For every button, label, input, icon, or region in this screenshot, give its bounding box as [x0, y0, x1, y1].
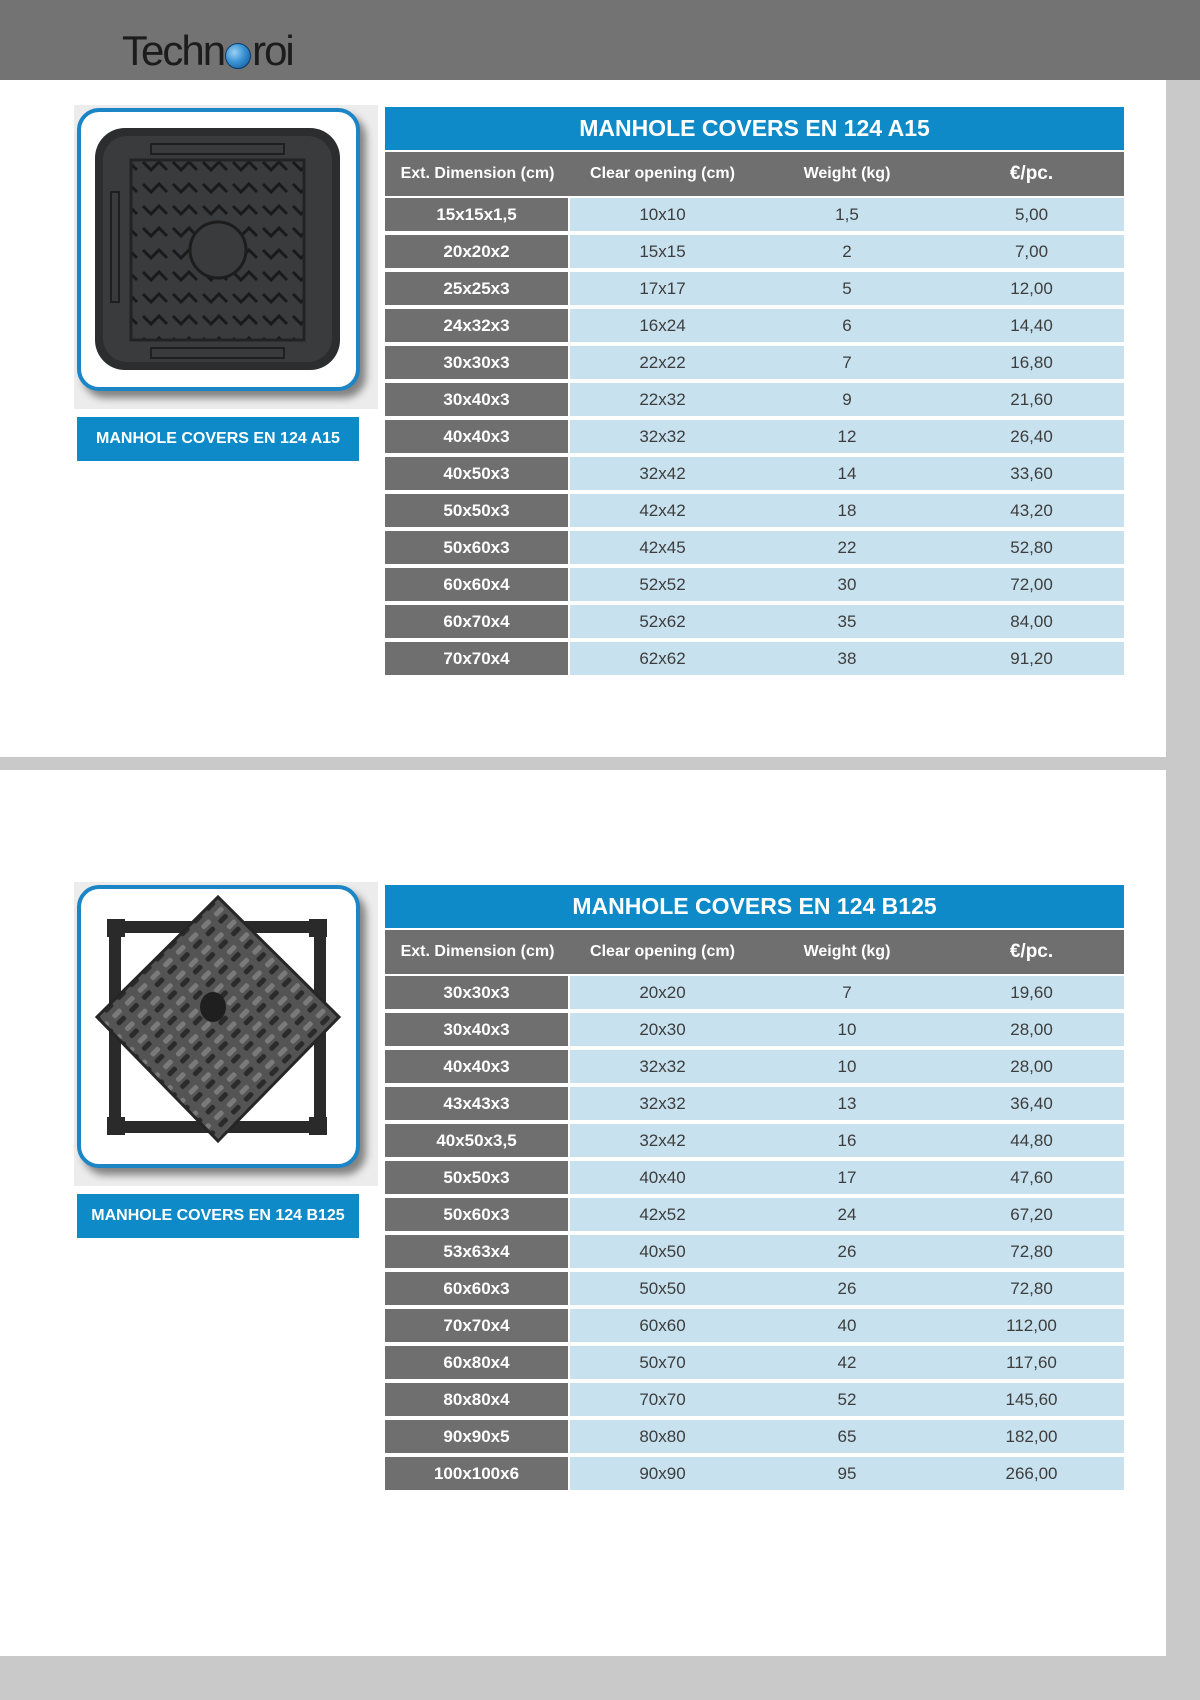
table-row [385, 494, 1124, 531]
section-panel-b125 [0, 770, 1166, 1656]
cell-weight: 22 [755, 531, 939, 568]
table-row [385, 1272, 1124, 1309]
table-row [385, 346, 1124, 383]
cell-weight: 6 [755, 309, 939, 346]
cell-ext-dimension: 30x30x3 [385, 346, 570, 383]
cell-clear-opening: 16x24 [570, 309, 755, 346]
cell-ext-dimension: 30x40x3 [385, 1013, 570, 1050]
product-photo-a15 [74, 105, 378, 409]
cell-price: 43,20 [939, 494, 1124, 531]
cell-price: 182,00 [939, 1420, 1124, 1457]
cell-ext-dimension: 24x32x3 [385, 309, 570, 346]
cell-weight: 10 [755, 1050, 939, 1087]
table-row [385, 309, 1124, 346]
table-title: MANHOLE COVERS EN 124 B125 [385, 885, 1124, 930]
table-row [385, 1161, 1124, 1198]
cell-price: 14,40 [939, 309, 1124, 346]
cell-clear-opening: 32x42 [570, 457, 755, 494]
column-header-price: €/pc. [939, 152, 1124, 198]
cell-ext-dimension: 40x50x3 [385, 457, 570, 494]
cell-price: 28,00 [939, 1050, 1124, 1087]
column-header-opening: Clear opening (cm) [570, 152, 755, 198]
photo-frame [77, 885, 360, 1168]
table-title: MANHOLE COVERS EN 124 A15 [385, 107, 1124, 152]
cell-price: 21,60 [939, 383, 1124, 420]
cell-price: 7,00 [939, 235, 1124, 272]
cell-price: 5,00 [939, 198, 1124, 235]
section-panel-a15 [0, 80, 1166, 757]
cell-price: 26,40 [939, 420, 1124, 457]
cell-clear-opening: 32x32 [570, 1050, 755, 1087]
cell-price: 117,60 [939, 1346, 1124, 1383]
manhole-cover-a15-image [81, 112, 356, 387]
cell-weight: 13 [755, 1087, 939, 1124]
cell-price: 36,40 [939, 1087, 1124, 1124]
cell-clear-opening: 40x50 [570, 1235, 755, 1272]
cell-ext-dimension: 60x70x4 [385, 605, 570, 642]
cell-clear-opening: 42x52 [570, 1198, 755, 1235]
cell-weight: 26 [755, 1272, 939, 1309]
cell-clear-opening: 32x32 [570, 1087, 755, 1124]
cell-ext-dimension: 53x63x4 [385, 1235, 570, 1272]
cell-clear-opening: 22x32 [570, 383, 755, 420]
cell-weight: 52 [755, 1383, 939, 1420]
column-header-price: €/pc. [939, 930, 1124, 976]
cell-weight: 12 [755, 420, 939, 457]
cell-weight: 38 [755, 642, 939, 675]
cell-clear-opening: 15x15 [570, 235, 755, 272]
brand-logo [122, 28, 293, 74]
cell-clear-opening: 20x30 [570, 1013, 755, 1050]
cell-clear-opening: 52x52 [570, 568, 755, 605]
cell-price: 19,60 [939, 976, 1124, 1013]
cell-clear-opening: 50x50 [570, 1272, 755, 1309]
cell-weight: 35 [755, 605, 939, 642]
cell-weight: 5 [755, 272, 939, 309]
table-row [385, 1124, 1124, 1161]
cell-clear-opening: 60x60 [570, 1309, 755, 1346]
cell-weight: 10 [755, 1013, 939, 1050]
table-row [385, 1087, 1124, 1124]
cell-weight: 30 [755, 568, 939, 605]
cell-weight: 17 [755, 1161, 939, 1198]
table-body [385, 976, 1124, 1490]
column-header-dimension: Ext. Dimension (cm) [385, 152, 570, 198]
cell-ext-dimension: 70x70x4 [385, 1309, 570, 1346]
cell-clear-opening: 50x70 [570, 1346, 755, 1383]
cell-ext-dimension: 70x70x4 [385, 642, 570, 675]
cell-ext-dimension: 50x50x3 [385, 494, 570, 531]
table-row [385, 1235, 1124, 1272]
cell-weight: 24 [755, 1198, 939, 1235]
cell-weight: 26 [755, 1235, 939, 1272]
cell-price: 72,80 [939, 1235, 1124, 1272]
table-row [385, 976, 1124, 1013]
cell-weight: 18 [755, 494, 939, 531]
cell-weight: 9 [755, 383, 939, 420]
table-row [385, 235, 1124, 272]
cell-ext-dimension: 100x100x6 [385, 1457, 570, 1490]
cell-ext-dimension: 80x80x4 [385, 1383, 570, 1420]
product-photo-b125 [74, 882, 378, 1186]
cell-weight: 7 [755, 976, 939, 1013]
cell-clear-opening: 32x32 [570, 420, 755, 457]
cell-price: 72,00 [939, 568, 1124, 605]
cell-ext-dimension: 50x60x3 [385, 1198, 570, 1235]
cell-ext-dimension: 40x50x3,5 [385, 1124, 570, 1161]
globe-icon [225, 43, 251, 69]
top-bar [0, 0, 1200, 80]
cell-price: 266,00 [939, 1457, 1124, 1490]
cell-price: 44,80 [939, 1124, 1124, 1161]
column-header-weight: Weight (kg) [755, 930, 939, 976]
table-row [385, 1346, 1124, 1383]
table-row [385, 605, 1124, 642]
cell-price: 72,80 [939, 1272, 1124, 1309]
cell-clear-opening: 80x80 [570, 1420, 755, 1457]
cell-price: 84,00 [939, 605, 1124, 642]
cell-ext-dimension: 30x40x3 [385, 383, 570, 420]
cell-ext-dimension: 15x15x1,5 [385, 198, 570, 235]
table-row [385, 272, 1124, 309]
cell-ext-dimension: 30x30x3 [385, 976, 570, 1013]
cell-price: 16,80 [939, 346, 1124, 383]
cell-price: 145,60 [939, 1383, 1124, 1420]
cell-clear-opening: 90x90 [570, 1457, 755, 1490]
column-header-weight: Weight (kg) [755, 152, 939, 198]
cell-weight: 1,5 [755, 198, 939, 235]
cell-ext-dimension: 90x90x5 [385, 1420, 570, 1457]
column-header-opening: Clear opening (cm) [570, 930, 755, 976]
table-row [385, 198, 1124, 235]
cell-clear-opening: 10x10 [570, 198, 755, 235]
cell-price: 33,60 [939, 457, 1124, 494]
cell-price: 91,20 [939, 642, 1124, 675]
cell-price: 12,00 [939, 272, 1124, 309]
cell-price: 67,20 [939, 1198, 1124, 1235]
section-label: MANHOLE COVERS EN 124 B125 [77, 1194, 359, 1238]
cell-clear-opening: 32x42 [570, 1124, 755, 1161]
price-table-b125 [385, 885, 1124, 1490]
cell-weight: 2 [755, 235, 939, 272]
cell-ext-dimension: 40x40x3 [385, 420, 570, 457]
table-row [385, 642, 1124, 675]
table-row [385, 1198, 1124, 1235]
cell-clear-opening: 62x62 [570, 642, 755, 675]
table-row [385, 1050, 1124, 1087]
cell-price: 47,60 [939, 1161, 1124, 1198]
cell-ext-dimension: 60x80x4 [385, 1346, 570, 1383]
price-table-a15 [385, 107, 1124, 675]
cell-clear-opening: 42x42 [570, 494, 755, 531]
table-row [385, 1013, 1124, 1050]
cell-clear-opening: 22x22 [570, 346, 755, 383]
cell-weight: 14 [755, 457, 939, 494]
cell-weight: 42 [755, 1346, 939, 1383]
cell-ext-dimension: 40x40x3 [385, 1050, 570, 1087]
table-row [385, 420, 1124, 457]
table-row [385, 531, 1124, 568]
cell-weight: 16 [755, 1124, 939, 1161]
cell-ext-dimension: 25x25x3 [385, 272, 570, 309]
column-header-dimension: Ext. Dimension (cm) [385, 930, 570, 976]
section-label: MANHOLE COVERS EN 124 A15 [77, 417, 359, 461]
logo-text-end: roi [252, 27, 293, 74]
manhole-cover-b125-image [81, 889, 356, 1164]
cell-ext-dimension: 60x60x3 [385, 1272, 570, 1309]
table-row [385, 1420, 1124, 1457]
cell-weight: 7 [755, 346, 939, 383]
cell-clear-opening: 40x40 [570, 1161, 755, 1198]
cell-clear-opening: 17x17 [570, 272, 755, 309]
table-row [385, 457, 1124, 494]
cell-price: 112,00 [939, 1309, 1124, 1346]
table-row [385, 1383, 1124, 1420]
cell-weight: 40 [755, 1309, 939, 1346]
cell-ext-dimension: 50x50x3 [385, 1161, 570, 1198]
cell-ext-dimension: 20x20x2 [385, 235, 570, 272]
cell-ext-dimension: 43x43x3 [385, 1087, 570, 1124]
cell-weight: 65 [755, 1420, 939, 1457]
logo-text-start: Techn [122, 27, 225, 74]
table-row [385, 568, 1124, 605]
cell-clear-opening: 52x62 [570, 605, 755, 642]
cell-ext-dimension: 50x60x3 [385, 531, 570, 568]
cell-clear-opening: 70x70 [570, 1383, 755, 1420]
table-row [385, 383, 1124, 420]
cell-clear-opening: 20x20 [570, 976, 755, 1013]
table-row [385, 1309, 1124, 1346]
cell-weight: 95 [755, 1457, 939, 1490]
cell-price: 28,00 [939, 1013, 1124, 1050]
table-body [385, 198, 1124, 675]
photo-frame [77, 108, 360, 391]
cell-clear-opening: 42x45 [570, 531, 755, 568]
cell-price: 52,80 [939, 531, 1124, 568]
table-row [385, 1457, 1124, 1490]
cell-ext-dimension: 60x60x4 [385, 568, 570, 605]
